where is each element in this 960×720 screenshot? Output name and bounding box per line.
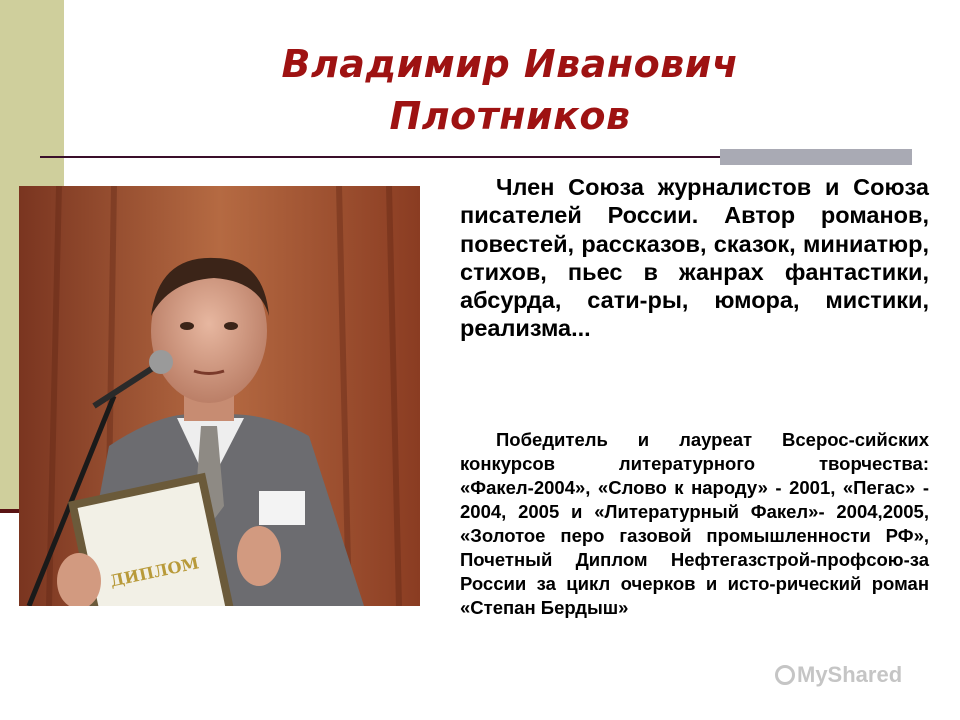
- title-divider-accent: [720, 149, 912, 165]
- watermark-icon: [775, 665, 795, 685]
- watermark-text: MyShared: [797, 662, 903, 687]
- slide-title: [120, 38, 900, 142]
- bio-paragraph: Член Союза журналистов и Союза писателей России. Автор романов, повестей, рассказов, сказок, миниатюр, стихов, пьес в жанрах фантастики, абсурда, сати-ры, юмора, мистики, реализма...: [460, 174, 929, 342]
- title-line-1: Владимир Иванович: [281, 42, 739, 86]
- title-line-2: Плотников: [389, 94, 631, 138]
- diploma-text: ДИПЛОМ: [108, 553, 201, 591]
- awards-paragraph: Победитель и лауреат Всерос-сийских конкурсов литературного творчества: «Факел-2004», «Слово к народу» - 2001, «Пегас» - 2004, 2005 и «Литературный Факел»- 2004,2005, «Золотое перо газовой промышленности РФ», Почетный Диплом Нефтегазстрой-профсою-за России за цикл очерков и исто-рический роман «Степан Бердыш»: [460, 429, 929, 618]
- portrait-photo: [19, 186, 420, 606]
- watermark: [775, 662, 902, 688]
